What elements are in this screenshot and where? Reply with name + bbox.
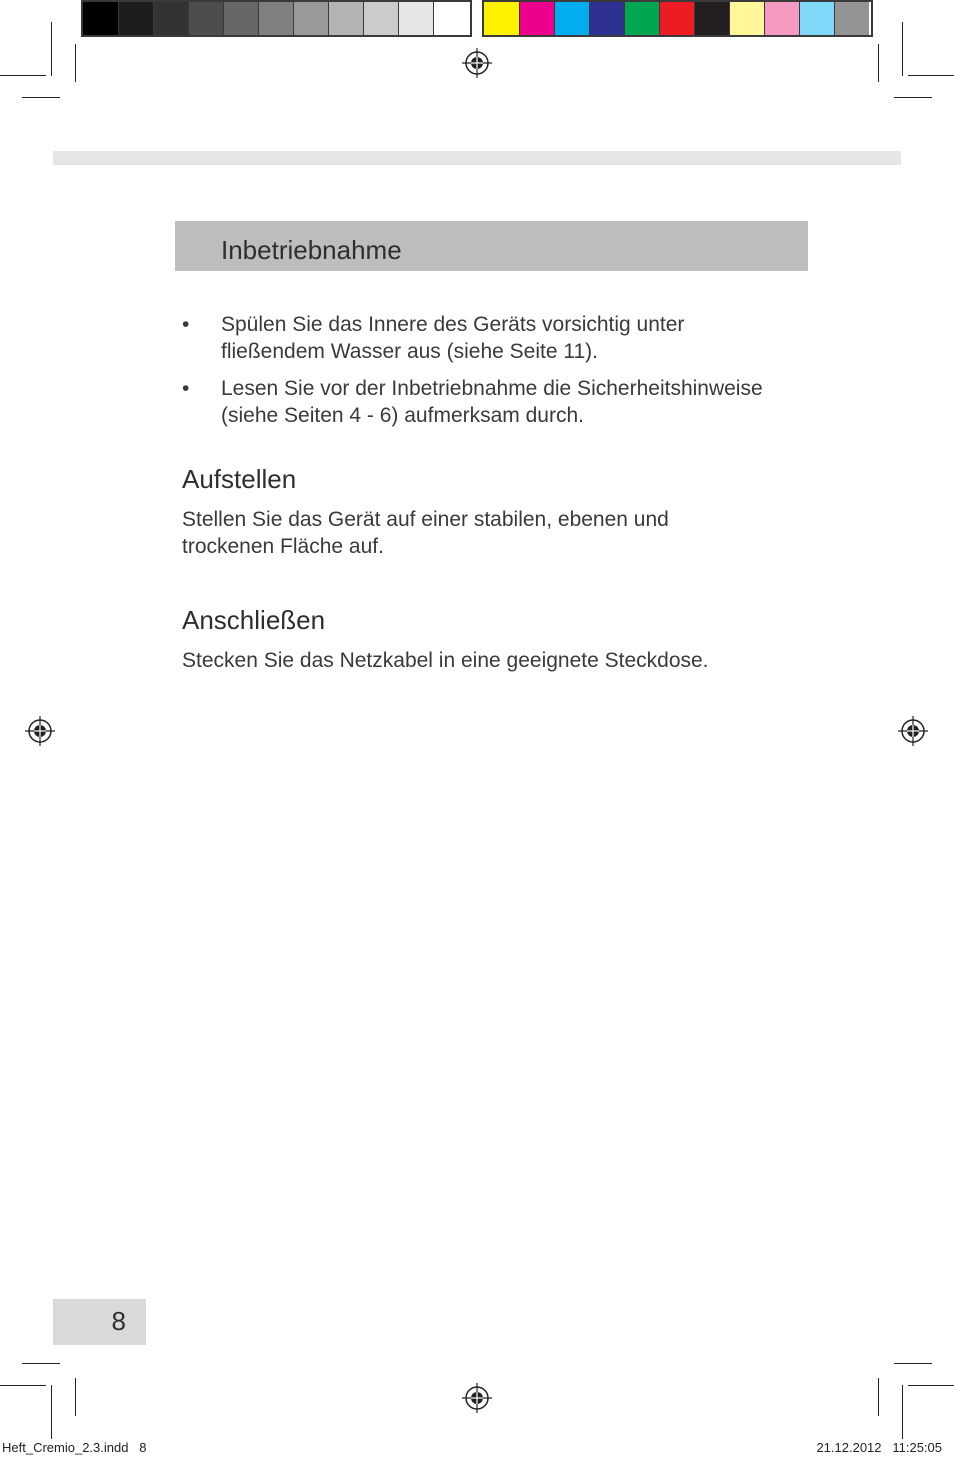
crop-mark (908, 75, 954, 76)
section-heading-anschliessen: Anschließen (182, 605, 326, 635)
registration-mark-icon (462, 48, 492, 78)
color-swatch (660, 2, 695, 35)
crop-mark (51, 22, 52, 76)
gray-swatch (259, 2, 294, 35)
list-item (182, 375, 822, 429)
crop-mark (894, 97, 932, 98)
color-swatch (800, 2, 835, 35)
gray-swatch (329, 2, 364, 35)
page-number: 8 (111, 1306, 126, 1336)
gray-swatch (434, 2, 468, 35)
crop-mark (75, 1378, 76, 1416)
gray-swatch (189, 2, 224, 35)
text-line: (siehe Seiten 4 - 6) aufmerksam durch. (221, 404, 584, 427)
text-line: Lesen Sie vor der Inbetriebnahme die Sicherheitshinweise (221, 377, 763, 400)
gray-swatch (399, 2, 434, 35)
text-line: Stecken Sie das Netzkabel in eine geeignete Steckdose. (182, 649, 709, 672)
gray-swatch (83, 2, 119, 35)
color-swatch (520, 2, 555, 35)
color-swatch (765, 2, 800, 35)
registration-mark-icon (898, 716, 928, 746)
gray-swatch (294, 2, 329, 35)
text-line: trockenen Fläche auf. (182, 535, 384, 558)
color-swatch (625, 2, 660, 35)
gray-swatch (119, 2, 154, 35)
slug-date-info: 21.12.2012 11:25:05 (816, 1440, 942, 1455)
crop-mark (22, 1363, 60, 1364)
header-band (53, 151, 901, 165)
color-swatch (590, 2, 625, 35)
gray-swatch (154, 2, 189, 35)
crop-mark (902, 22, 903, 76)
list-item-text (221, 375, 821, 429)
text-line: fließendem Wasser aus (siehe Seite 11). (221, 340, 598, 363)
gray-swatch (364, 2, 399, 35)
color-swatch (555, 2, 590, 35)
slug-file-info: Heft_Cremio_2.3.indd 8 (2, 1440, 147, 1455)
text-line: Spülen Sie das Innere des Geräts vorsichtig unter (221, 313, 685, 336)
paragraph-anschliessen (182, 647, 762, 674)
registration-mark-icon (462, 1383, 492, 1413)
crop-mark (908, 1385, 954, 1386)
crop-mark (878, 1378, 879, 1416)
paragraph-aufstellen (182, 506, 762, 560)
crop-mark (902, 1385, 903, 1439)
crop-mark (51, 1385, 52, 1439)
crop-mark (22, 97, 60, 98)
page-number-box (53, 1299, 146, 1345)
crop-mark (0, 1385, 46, 1386)
grayscale-color-bar (81, 0, 472, 37)
gray-swatch (224, 2, 259, 35)
section-heading-aufstellen: Aufstellen (182, 464, 297, 494)
crop-mark (894, 1363, 932, 1364)
registration-mark-icon (25, 716, 55, 746)
color-swatch (730, 2, 765, 35)
process-color-bar (482, 0, 873, 37)
crop-mark (878, 44, 879, 82)
list-item-text (221, 311, 821, 365)
section-title-inbetriebnahme: Inbetriebnahme (221, 235, 402, 265)
color-swatch (695, 2, 730, 35)
list-item (182, 311, 822, 365)
crop-mark (75, 44, 76, 82)
color-swatch (484, 2, 520, 35)
crop-mark (0, 75, 46, 76)
bullet-marker: • (182, 313, 190, 336)
color-swatch (835, 2, 869, 35)
text-line: Stellen Sie das Gerät auf einer stabilen, ebenen und (182, 508, 669, 531)
bullet-marker: • (182, 377, 190, 400)
